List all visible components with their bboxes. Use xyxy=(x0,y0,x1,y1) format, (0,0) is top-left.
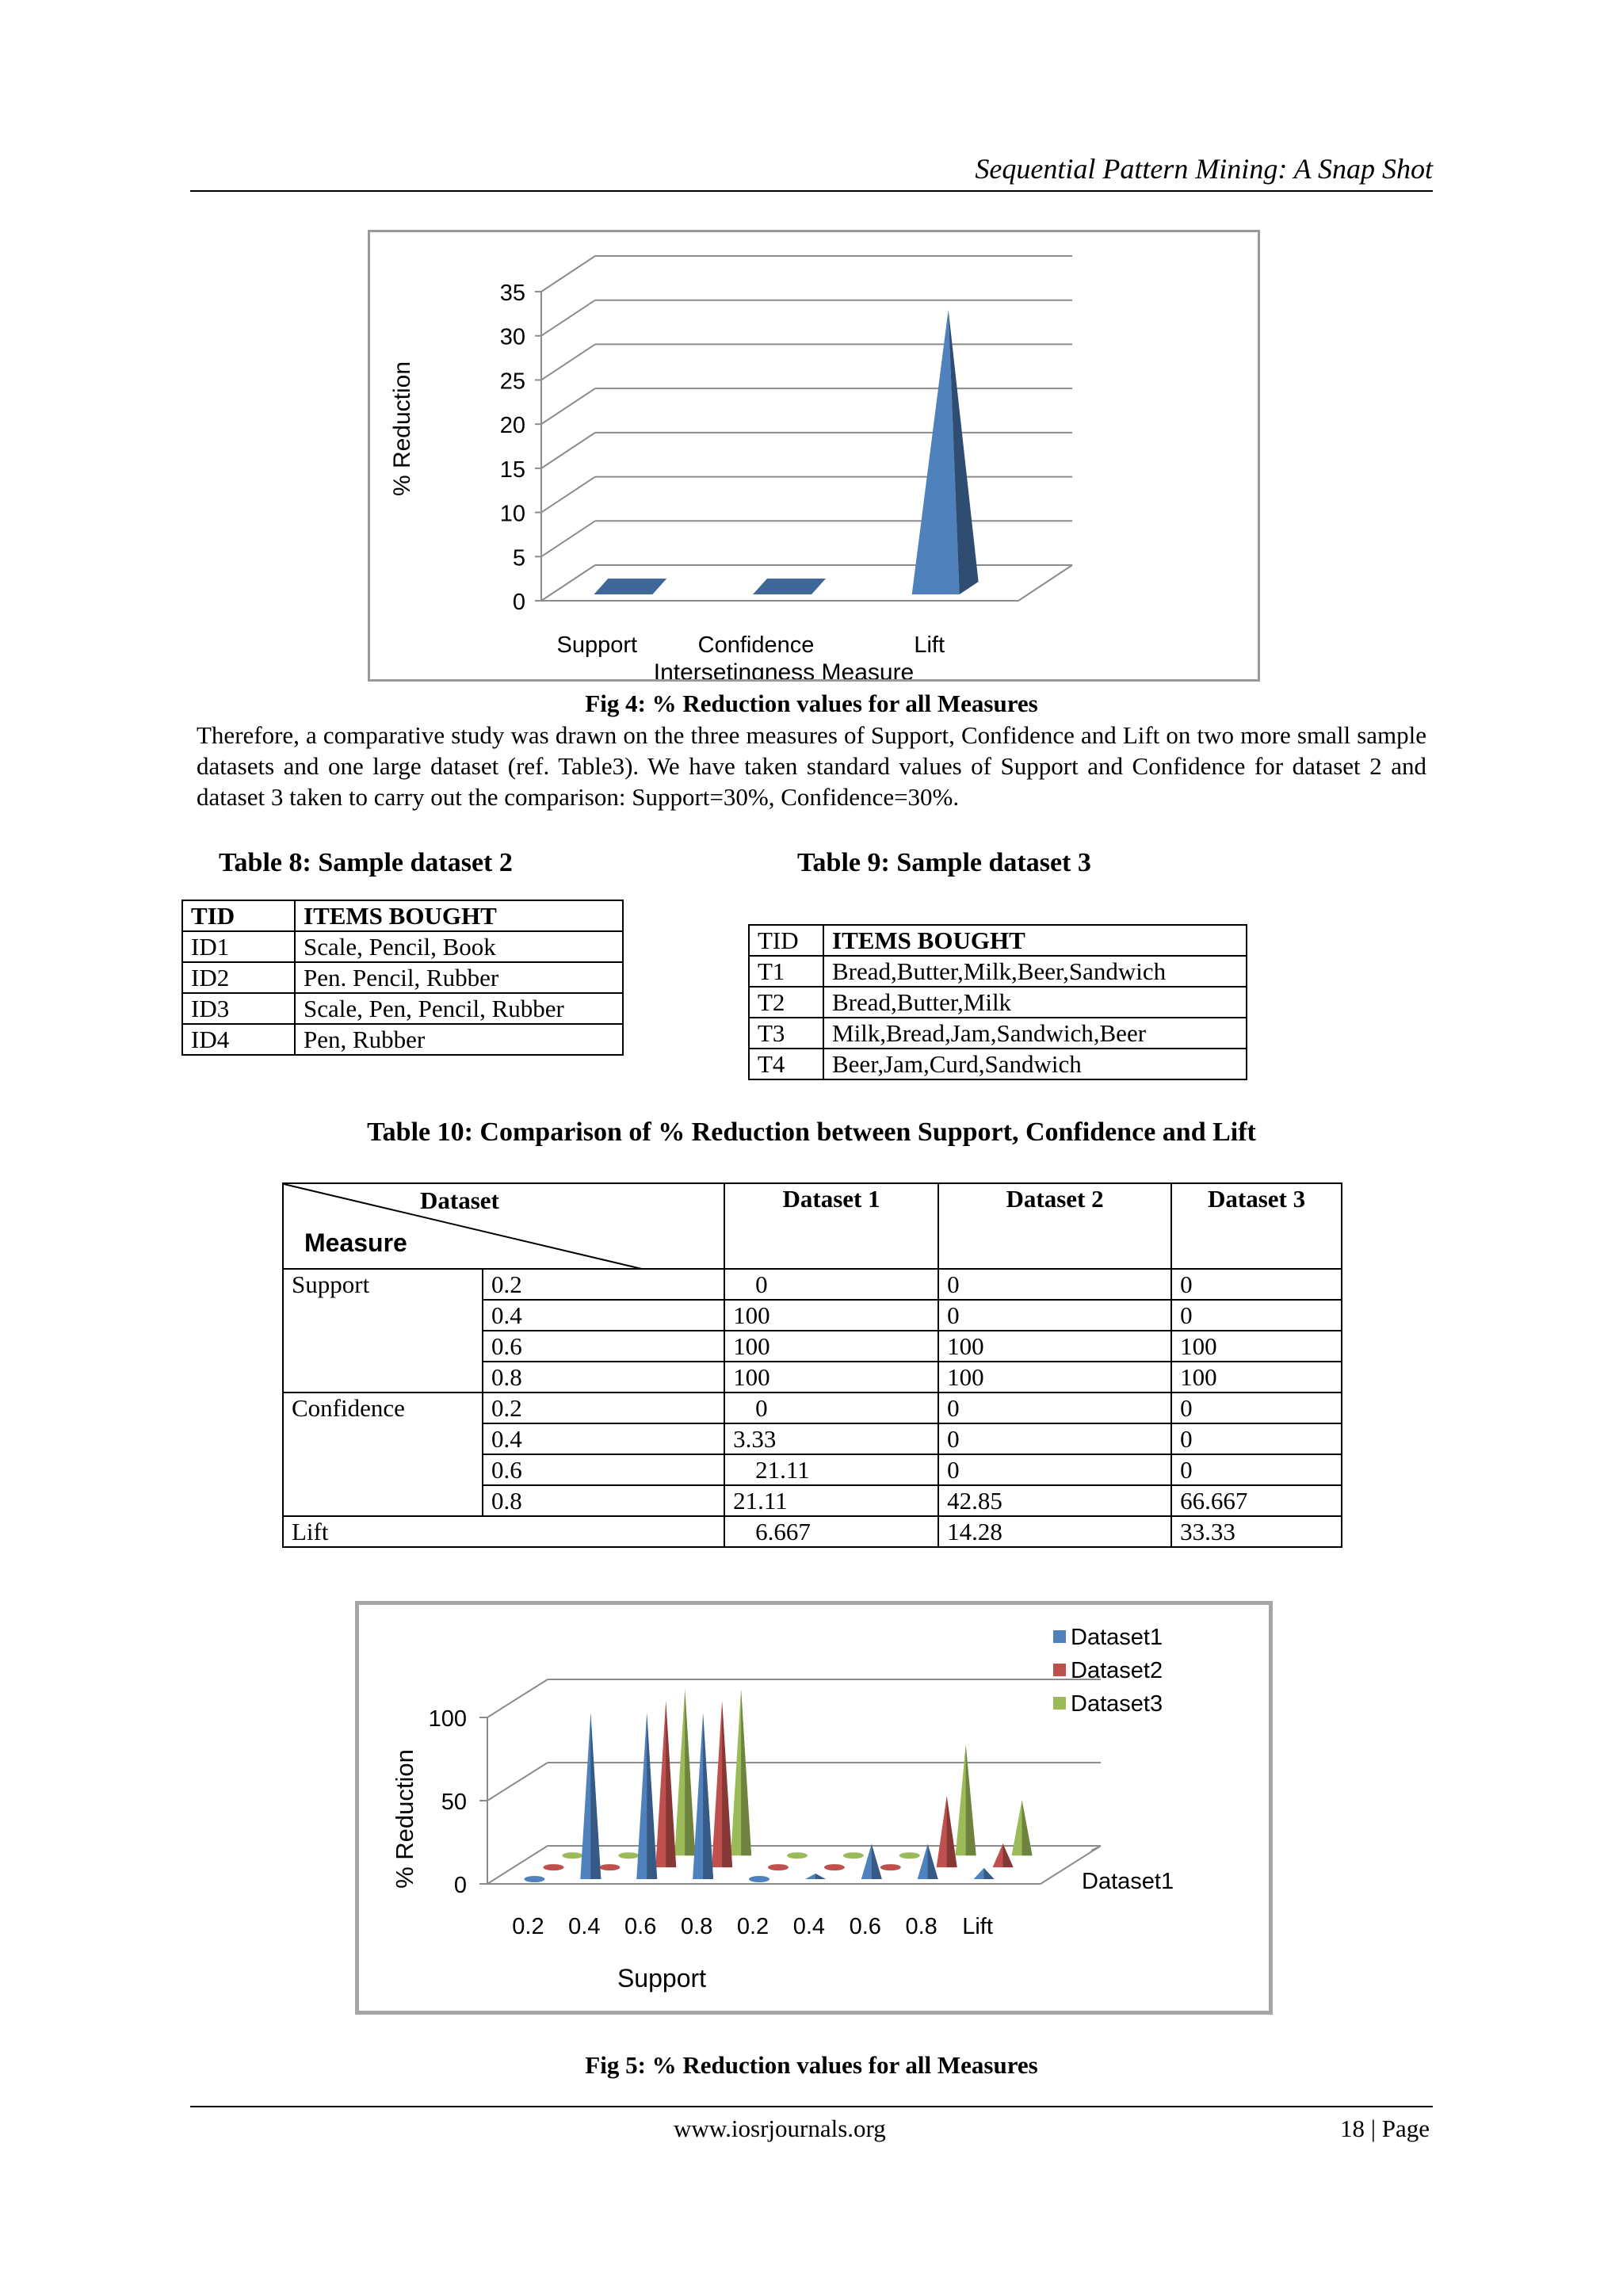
y-tick-label: 10 xyxy=(499,501,525,527)
cone-shade xyxy=(947,1796,957,1867)
table-cell: 33.33 xyxy=(1171,1516,1342,1547)
table-cell: 0 xyxy=(938,1300,1171,1331)
gridline-depth xyxy=(541,565,595,601)
table-cell: 3.33 xyxy=(724,1423,938,1454)
table-cell: Scale, Pencil, Book xyxy=(295,931,623,962)
table10-header-row xyxy=(283,1183,1342,1269)
cone-shade xyxy=(666,1701,676,1867)
cone-base xyxy=(749,1876,769,1882)
cone-base xyxy=(824,1864,845,1870)
legend-swatch xyxy=(1053,1697,1066,1710)
table-cell: Bread,Butter,Milk xyxy=(823,987,1247,1018)
y-axis-title: % Reduction xyxy=(389,361,415,497)
footer-rule xyxy=(190,2106,1433,2107)
cone-base xyxy=(843,1852,864,1859)
legend-label: Dataset3 xyxy=(1071,1691,1163,1717)
table10-corner-top: Dataset xyxy=(420,1186,499,1214)
gridline-depth xyxy=(487,1763,548,1801)
table-row xyxy=(749,987,1247,1018)
table-cell: 0.6 xyxy=(483,1454,724,1485)
table-cell: 0.6 xyxy=(483,1331,724,1362)
table-cell: 0.4 xyxy=(483,1300,724,1331)
table10 xyxy=(282,1182,1342,1548)
table9-header-cell: TID xyxy=(749,925,823,956)
table-cell: Pen, Rubber xyxy=(295,1024,623,1055)
table-cell: 0 xyxy=(1171,1454,1342,1485)
y-tick-label: 100 xyxy=(428,1706,467,1732)
cone-base xyxy=(618,1852,639,1859)
table-cell: 0 xyxy=(938,1454,1171,1485)
table-cell: Bread,Butter,Milk,Beer,Sandwich xyxy=(823,956,1247,987)
x-tick-label: 0.4 xyxy=(792,1914,826,1939)
table-row xyxy=(749,956,1247,987)
table9-header-row xyxy=(749,925,1247,956)
table-cell: Milk,Bread,Jam,Sandwich,Beer xyxy=(823,1018,1247,1049)
cone-shade xyxy=(685,1689,695,1855)
table-cell: 0.2 xyxy=(483,1269,724,1300)
x-tick-label: 0.8 xyxy=(905,1914,938,1939)
x-tick-label: 0.6 xyxy=(849,1914,881,1939)
table-cell: T2 xyxy=(749,987,823,1018)
fig5-chart-frame xyxy=(355,1601,1273,2015)
cone-shade xyxy=(815,1874,826,1879)
x-tick-label: Lift xyxy=(962,1914,993,1939)
table-cell: 0 xyxy=(724,1392,938,1423)
footer-url: www.iosrjournals.org xyxy=(674,2115,886,2142)
fig4-caption: Fig 4: % Reduction values for all Measures xyxy=(585,690,1038,717)
table-cell: 0.8 xyxy=(483,1485,724,1516)
legend-label: Dataset2 xyxy=(1071,1658,1163,1683)
table-cell: Pen. Pencil, Rubber xyxy=(295,962,623,993)
cone-shade xyxy=(872,1844,882,1879)
table9-title: Table 9: Sample dataset 3 xyxy=(797,848,1091,877)
cone-base xyxy=(768,1864,789,1870)
header-rule xyxy=(190,190,1433,192)
table-cell: T4 xyxy=(749,1049,823,1079)
fig5-caption: Fig 5: % Reduction values for all Measures xyxy=(585,2051,1038,2079)
cone-shade xyxy=(984,1868,995,1879)
table-row xyxy=(182,931,623,962)
table-cell: Scale, Pen, Pencil, Rubber xyxy=(295,993,623,1024)
table-cell: ID1 xyxy=(182,931,295,962)
table-cell: 100 xyxy=(1171,1331,1342,1362)
table-cell: 0.4 xyxy=(483,1423,724,1454)
table-row xyxy=(283,1516,1342,1547)
table-cell: Beer,Jam,Curd,Sandwich xyxy=(823,1049,1247,1079)
cone-shade xyxy=(722,1701,732,1867)
table10-header-cell: Dataset 1 xyxy=(724,1183,938,1269)
cone-shade xyxy=(590,1713,601,1879)
table8 xyxy=(181,900,624,1056)
body-paragraph: Therefore, a comparative study was drawn on the three measures of Support, Confidence and Lift on two more small sample datasets and one large dataset (ref. Table3). We have taken standard values of Support and Confidence for dataset 2 and dataset 3 taken to carry out the comparison: Support=30%, Confidence=30%. xyxy=(197,721,1426,811)
cone-base xyxy=(787,1852,808,1859)
table-row xyxy=(182,993,623,1024)
y-tick-label: 20 xyxy=(499,413,525,439)
table10-measure-cell: Lift xyxy=(283,1516,724,1547)
cone-base xyxy=(524,1876,544,1882)
table-cell: 42.85 xyxy=(938,1485,1171,1516)
table-cell: 0 xyxy=(724,1269,938,1300)
x-tick-label: 0.8 xyxy=(680,1914,713,1939)
x-tick-label: 0.2 xyxy=(512,1914,544,1939)
y-tick-label: 0 xyxy=(453,1873,467,1898)
table-cell: 100 xyxy=(724,1300,938,1331)
table-cell: 0 xyxy=(1171,1269,1342,1300)
table-cell: 21.11 xyxy=(724,1485,938,1516)
table-cell: 100 xyxy=(724,1331,938,1362)
table-row xyxy=(182,1024,623,1055)
cone-base xyxy=(880,1864,901,1870)
x-tick-label: Lift xyxy=(914,632,945,658)
cone-shade xyxy=(647,1713,657,1879)
table8-header-row xyxy=(182,900,623,931)
table-cell: ID2 xyxy=(182,962,295,993)
y-tick-label: 50 xyxy=(441,1790,467,1815)
cone-base xyxy=(899,1852,920,1859)
gridline-depth xyxy=(541,344,595,380)
table10-corner-cell xyxy=(283,1183,724,1269)
x-tick-label: 0.6 xyxy=(624,1914,657,1939)
cone-shade xyxy=(703,1713,713,1879)
gridline-depth xyxy=(541,521,595,556)
y-tick-label: 35 xyxy=(499,281,525,306)
x-tick-label: Confidence xyxy=(697,632,815,658)
table-cell: 0 xyxy=(1171,1423,1342,1454)
table-cell: 100 xyxy=(724,1362,938,1392)
x-tick-label: 0.2 xyxy=(736,1914,769,1939)
gridline-depth xyxy=(541,300,595,336)
table8-header-cell: ITEMS BOUGHT xyxy=(295,900,623,931)
bar xyxy=(594,579,666,594)
table-cell: T1 xyxy=(749,956,823,987)
table-cell: 0 xyxy=(938,1392,1171,1423)
cone-shade xyxy=(741,1689,751,1855)
x-tick-label: Support xyxy=(556,632,638,658)
table10-measure-cell: Support xyxy=(283,1269,483,1392)
footer-page: 18 | Page xyxy=(1340,2115,1430,2142)
table-cell: 0 xyxy=(938,1269,1171,1300)
table8-title: Table 8: Sample dataset 2 xyxy=(219,848,513,877)
table-cell: 100 xyxy=(1171,1362,1342,1392)
table-cell: ID4 xyxy=(182,1024,295,1055)
floor-edge xyxy=(1018,565,1072,601)
running-head: Sequential Pattern Mining: A Snap Shot xyxy=(975,153,1433,185)
table-cell: T3 xyxy=(749,1018,823,1049)
cone-shade xyxy=(1022,1800,1033,1855)
table-row xyxy=(182,962,623,993)
y-tick-label: 25 xyxy=(499,369,525,395)
y-tick-label: 5 xyxy=(512,545,525,571)
table10-title: Table 10: Comparison of % Reduction between Support, Confidence and Lift xyxy=(367,1117,1256,1147)
cone-shade xyxy=(928,1844,938,1879)
x-tick-label: 0.4 xyxy=(568,1914,601,1939)
table9-header-cell: ITEMS BOUGHT xyxy=(823,925,1247,956)
table10-header-cell: Dataset 3 xyxy=(1171,1183,1342,1269)
y-axis-title: % Reduction xyxy=(391,1749,418,1889)
table-cell: 100 xyxy=(938,1362,1171,1392)
gridline-depth xyxy=(541,477,595,513)
table-cell: 66.667 xyxy=(1171,1485,1342,1516)
x-axis-title: Intersetingness Measure xyxy=(653,659,915,679)
table-cell: 0 xyxy=(1171,1300,1342,1331)
table-cell: 0 xyxy=(938,1423,1171,1454)
table-row xyxy=(749,1049,1247,1079)
fig4-chart xyxy=(370,232,1258,679)
table-cell: 0.8 xyxy=(483,1362,724,1392)
gridline-depth xyxy=(541,256,595,292)
cone-base xyxy=(562,1852,582,1859)
table-cell: 14.28 xyxy=(938,1516,1171,1547)
table-row xyxy=(283,1392,1342,1423)
y-tick-label: 0 xyxy=(512,590,525,615)
cone-base xyxy=(543,1864,563,1870)
fig5-chart xyxy=(359,1605,1269,2011)
table-row xyxy=(749,1018,1247,1049)
table8-header-cell: TID xyxy=(182,900,295,931)
table-cell: ID3 xyxy=(182,993,295,1024)
table-cell: 100 xyxy=(938,1331,1171,1362)
legend-label: Dataset1 xyxy=(1071,1625,1163,1650)
cone-shade xyxy=(966,1744,976,1855)
table-row xyxy=(283,1269,1342,1300)
gridline-depth xyxy=(541,388,595,424)
table10-corner-bottom: Measure xyxy=(304,1228,407,1257)
y-tick-label: 15 xyxy=(499,457,525,483)
gridline-depth xyxy=(541,433,595,468)
table10-measure-cell: Confidence xyxy=(283,1392,483,1516)
depth-axis-label: Dataset1 xyxy=(1082,1869,1174,1894)
table-cell: 6.667 xyxy=(724,1516,938,1547)
table-cell: 0 xyxy=(1171,1392,1342,1423)
table-cell: 0.2 xyxy=(483,1392,724,1423)
y-tick-label: 30 xyxy=(499,324,525,350)
legend-swatch xyxy=(1053,1664,1066,1676)
x-axis-title: Support xyxy=(617,1964,707,1992)
gridline-depth xyxy=(487,1679,548,1717)
table10-header-cell: Dataset 2 xyxy=(938,1183,1171,1269)
table9 xyxy=(748,924,1247,1080)
bar xyxy=(753,579,826,594)
table-cell: 21.11 xyxy=(724,1454,938,1485)
legend-swatch xyxy=(1053,1630,1066,1643)
cone-base xyxy=(599,1864,620,1870)
fig4-chart-frame xyxy=(368,230,1260,682)
